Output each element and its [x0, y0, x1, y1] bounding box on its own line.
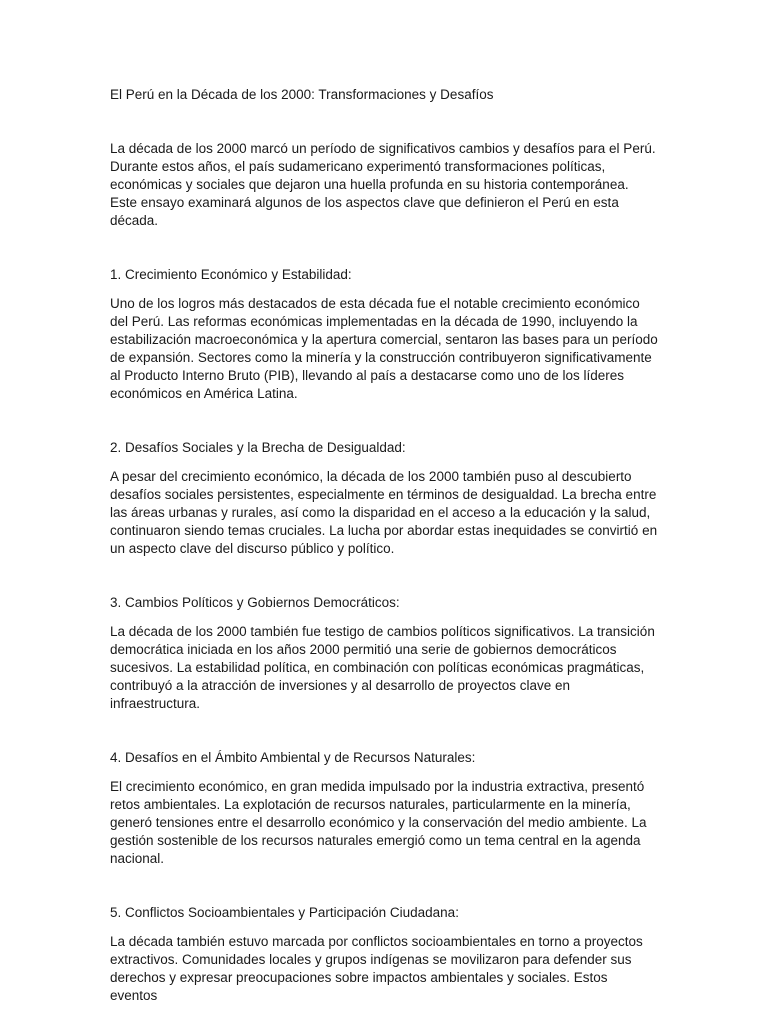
- section-body: A pesar del crecimiento económico, la década de los 2000 también puso al descubierto desafíos sociales persistentes, especialmente en términos de desigualdad. La brecha entre las áreas urbanas y rurales, así como la disparidad en el acceso a la educación y la salud, continuaron siendo temas cruciales. La lucha por abordar estas inequidades se convirtió en un aspecto clave del discurso público y político.: [110, 469, 658, 556]
- section-heading: 3. Cambios Políticos y Gobiernos Democráticos:: [110, 595, 400, 610]
- section-4: [110, 749, 658, 868]
- section-body: Uno de los logros más destacados de esta década fue el notable crecimiento económico del Perú. Las reformas económicas implementadas en la década de 1990, incluyendo la estabilización macroeconómica y la apertura comercial, sentaron las bases para un período de expansión. Sectores como la minería y la construcción contribuyeron significativamente al Producto Interno Bruto (PIB), llevando al país a destacarse como uno de los líderes económicos en América Latina.: [110, 296, 658, 401]
- section-heading: 4. Desafíos en el Ámbito Ambiental y de Recursos Naturales:: [110, 750, 476, 765]
- section-heading: 2. Desafíos Sociales y la Brecha de Desigualdad:: [110, 440, 406, 455]
- section-body: La década también estuvo marcada por conflictos socioambientales en torno a proyectos extractivos. Comunidades locales y grupos indígenas se movilizaron para defender sus derechos y expresar preocupaciones sobre impactos ambientales y sociales. Estos eventos: [110, 934, 643, 1003]
- section-body: La década de los 2000 también fue testigo de cambios políticos significativos. La transición democrática iniciada en los años 2000 permitió una serie de gobiernos democráticos sucesivos. La estabilidad política, en combinación con políticas económicas pragmáticas, contribuyó a la atracción de inversiones y al desarrollo de proyectos clave en infraestructura.: [110, 624, 655, 711]
- section-heading: 1. Crecimiento Económico y Estabilidad:: [110, 267, 352, 282]
- document-content: [110, 86, 658, 1005]
- section-5: [110, 904, 658, 1005]
- document-title: El Perú en la Década de los 2000: Transformaciones y Desafíos: [110, 87, 494, 102]
- section-2: [110, 439, 658, 558]
- section-3: [110, 594, 658, 713]
- section-1: [110, 266, 658, 403]
- section-body: El crecimiento económico, en gran medida impulsado por la industria extractiva, presentó retos ambientales. La explotación de recursos naturales, particularmente en la minería, generó tensiones entre el desarrollo económico y la conservación del medio ambiente. La gestión sostenible de los recursos naturales emergió como un tema central en la agenda nacional.: [110, 779, 647, 866]
- intro-paragraph: La década de los 2000 marcó un período de significativos cambios y desafíos para el Perú. Durante estos años, el país sudamericano experimentó transformaciones políticas, económicas y sociales que dejaron una huella profunda en su historia contemporánea. Este ensayo examinará algunos de los aspectos clave que definieron el Perú en esta década.: [110, 141, 656, 228]
- section-heading: 5. Conflictos Socioambientales y Participación Ciudadana:: [110, 905, 459, 920]
